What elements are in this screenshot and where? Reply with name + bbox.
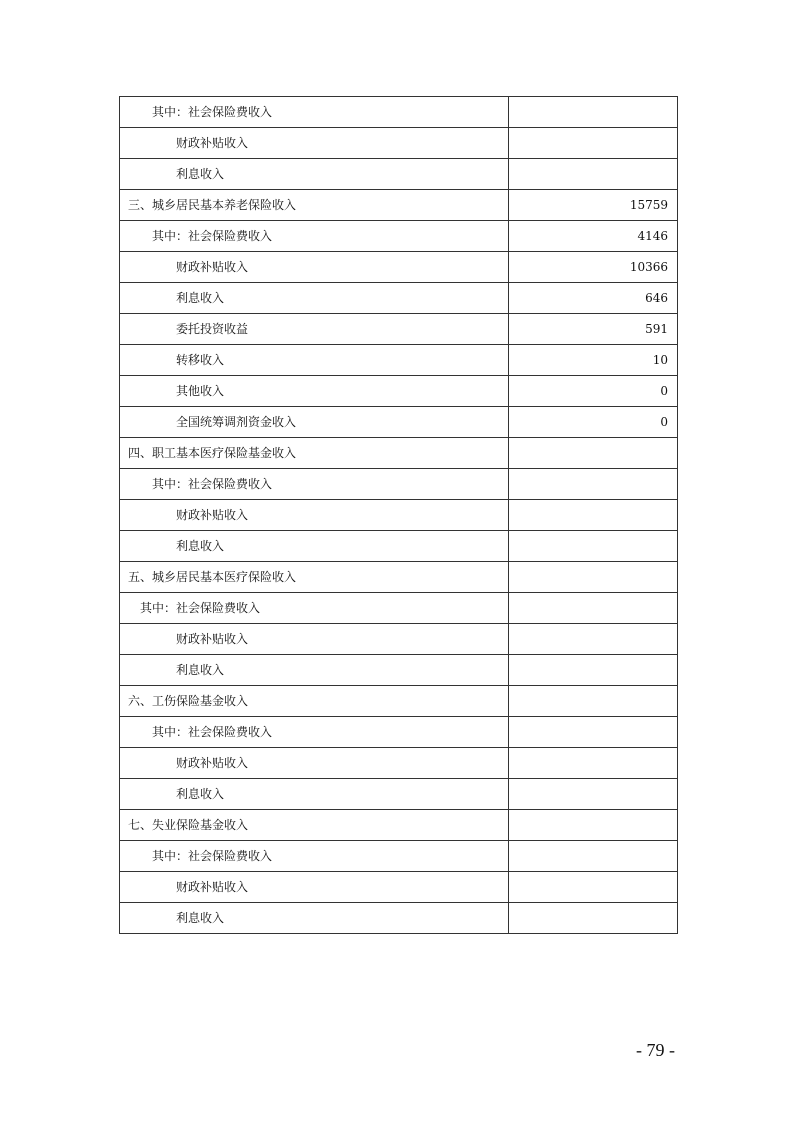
table-row (120, 531, 678, 562)
row-label: 财政补贴收入 (120, 748, 509, 779)
row-value: 0 (509, 407, 678, 438)
table-row (120, 624, 678, 655)
table-row (120, 872, 678, 903)
row-label: 其中：社会保险费收入 (120, 717, 509, 748)
row-label: 四、职工基本医疗保险基金收入 (120, 438, 509, 469)
table-row (120, 159, 678, 190)
row-label: 其他收入 (120, 376, 509, 407)
row-label: 利息收入 (120, 779, 509, 810)
row-value (509, 159, 678, 190)
table-row (120, 717, 678, 748)
row-label: 财政补贴收入 (120, 128, 509, 159)
row-label: 利息收入 (120, 283, 509, 314)
row-value (509, 97, 678, 128)
row-value (509, 748, 678, 779)
row-label: 委托投资收益 (120, 314, 509, 345)
row-label: 五、城乡居民基本医疗保险收入 (120, 562, 509, 593)
row-value: 646 (509, 283, 678, 314)
row-value: 15759 (509, 190, 678, 221)
table-row (120, 314, 678, 345)
row-value: 10366 (509, 252, 678, 283)
row-value (509, 655, 678, 686)
row-value: 4146 (509, 221, 678, 252)
row-value (509, 903, 678, 934)
row-label: 其中：社会保险费收入 (120, 593, 509, 624)
row-label: 六、工伤保险基金收入 (120, 686, 509, 717)
table-row (120, 903, 678, 934)
row-value (509, 872, 678, 903)
row-value (509, 531, 678, 562)
table-row (120, 810, 678, 841)
row-label: 其中：社会保险费收入 (120, 221, 509, 252)
row-value: 0 (509, 376, 678, 407)
table-row (120, 438, 678, 469)
table-row (120, 593, 678, 624)
fund-income-table (119, 96, 678, 934)
table-row (120, 562, 678, 593)
row-label: 利息收入 (120, 903, 509, 934)
table-row (120, 686, 678, 717)
page-number: - 79 - (636, 1040, 675, 1060)
row-label: 利息收入 (120, 655, 509, 686)
table-row (120, 500, 678, 531)
table-row (120, 469, 678, 500)
table-row (120, 841, 678, 872)
row-value (509, 810, 678, 841)
table-row (120, 97, 678, 128)
table-row (120, 655, 678, 686)
row-value (509, 841, 678, 872)
row-label: 财政补贴收入 (120, 624, 509, 655)
row-label: 三、城乡居民基本养老保险收入 (120, 190, 509, 221)
row-value (509, 562, 678, 593)
table-row (120, 128, 678, 159)
row-value: 591 (509, 314, 678, 345)
row-label: 其中：社会保险费收入 (120, 97, 509, 128)
table-row (120, 407, 678, 438)
table-row (120, 283, 678, 314)
row-label: 七、失业保险基金收入 (120, 810, 509, 841)
row-value (509, 128, 678, 159)
row-label: 财政补贴收入 (120, 500, 509, 531)
table-row (120, 190, 678, 221)
row-value (509, 593, 678, 624)
table-row (120, 221, 678, 252)
row-label: 财政补贴收入 (120, 252, 509, 283)
row-label: 财政补贴收入 (120, 872, 509, 903)
row-value: 10 (509, 345, 678, 376)
table-row (120, 779, 678, 810)
table-row (120, 252, 678, 283)
row-label: 转移收入 (120, 345, 509, 376)
row-label: 利息收入 (120, 159, 509, 190)
row-label: 利息收入 (120, 531, 509, 562)
row-value (509, 779, 678, 810)
row-value (509, 717, 678, 748)
row-label: 其中：社会保险费收入 (120, 841, 509, 872)
table-row (120, 376, 678, 407)
row-value (509, 624, 678, 655)
table-row (120, 345, 678, 376)
row-value (509, 438, 678, 469)
row-value (509, 469, 678, 500)
table-row (120, 748, 678, 779)
row-label: 全国统筹调剂资金收入 (120, 407, 509, 438)
row-value (509, 686, 678, 717)
row-value (509, 500, 678, 531)
row-label: 其中：社会保险费收入 (120, 469, 509, 500)
